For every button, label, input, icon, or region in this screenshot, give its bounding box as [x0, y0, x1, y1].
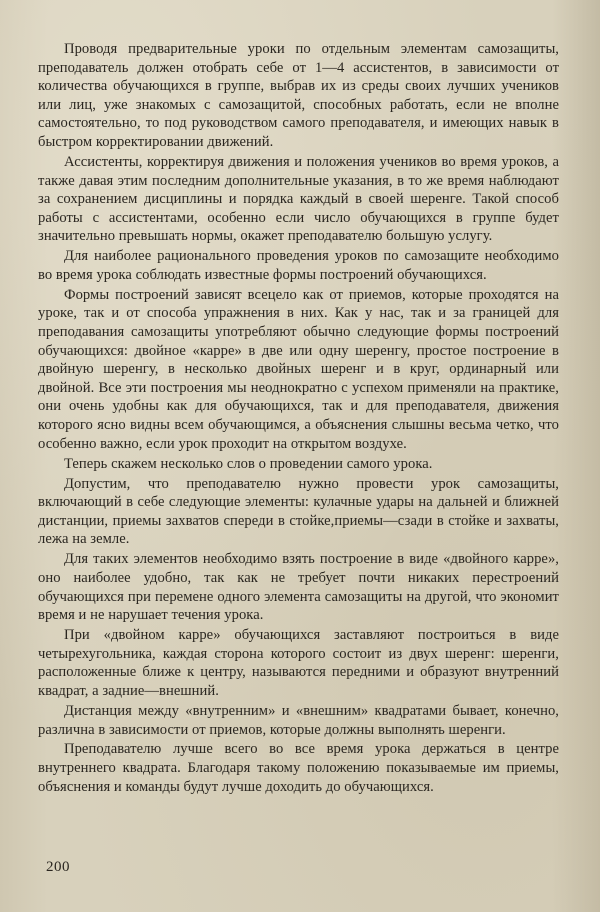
page-number: 200 [46, 859, 70, 875]
paragraph-formation-types: Формы построений зависят всецело как от приемов, которые проходятся на уроке, так и от способа упражнения в них. Как у нас, так и за границей для преподавания самозащиты употребляют обычно следующие формы построений обучающихся: двойное «карре» в две или одну шеренгу, простое построение в двойную шеренгу, в несколько двойных шеренг и в круг, ординарный или двойной. Все эти построения мы неоднократно с успехом применяли на практике, они очень удобны как для обучающихся, так и для преподавателя, движения которого ясно видны всем обучающимся, а объяснения слышны весьма четко, что особенно важно, если урок проходит на открытом воздухе. [38, 286, 559, 452]
paragraph-double-carre-description: При «двойном карре» обучающихся заставляют построиться в виде четырехугольника, каждая сторона которого состоит из двух шеренг: шеренги, расположенные ближе к центру, называются передними и образуют внутренний квадрат, а задние—внешний. [38, 627, 559, 699]
paragraph-formation-intro: Для наиболее рационального проведения уроков по самозащите необходимо во время урока соблюдать известные формы построений обучающихся. [38, 248, 559, 283]
paragraph-assistants-selection: Проводя предварительные уроки по отдельным элементам самозащиты, преподаватель должен отобрать себе от 1—4 ассистентов, в зависимости от количества обучающихся в группе, выбрав их из среды своих лучших учеников или лиц, уже знакомых с самозащитой, способных работать, если не вполне самостоятельно, то под руководством самого преподавателя, и имеющих навык в быстром корректировании движений. [38, 41, 559, 150]
paragraph-lesson-intro: Теперь скажем несколько слов о проведении самого урока. [64, 455, 433, 472]
paragraph-double-carre-choice: Для таких элементов необходимо взять построение в виде «двойного карре», оно наиболее удобно, так как не требует почти никаких перестроений обучающихся при перемене одного элемента самозащиты на другой, что экономит время и не нарушает течения урока. [38, 551, 559, 624]
paragraph-lesson-elements: Допустим, что преподавателю нужно провести урок самозащиты, включающий в себе следующие элементы: кулачные удары на дальней и ближней дистанции, приемы захватов спереди в стойке,приемы—сзади в стойке и захваты, лежа на земле. [38, 475, 559, 548]
page-text-body [38, 40, 559, 796]
paragraph-assistants-duties: Ассистенты, корректируя движения и положения учеников во время уроков, а также давая этим последним дополнительные указания, в то же время наблюдают за сохранением дисциплины и порядка каждый в своей шеренге. Такой способ работы с ассистентами, особенно если число обучающихся в группе будет значительно превышать нормы, окажет преподавателю большую услугу. [38, 153, 559, 245]
paragraph-square-distance: Дистанция между «внутренним» и «внешним» квадратами бывает, конечно, различна в зависимости от приемов, которые должны выполнять шеренги. [38, 702, 559, 738]
paragraph-instructor-position: Преподавателю лучше всего во все время урока держаться в центре внутреннего квадрата. Благодаря такому положению показываемые им приемы, объяснения и команды будут лучше доходить до обучающихся. [38, 741, 559, 795]
